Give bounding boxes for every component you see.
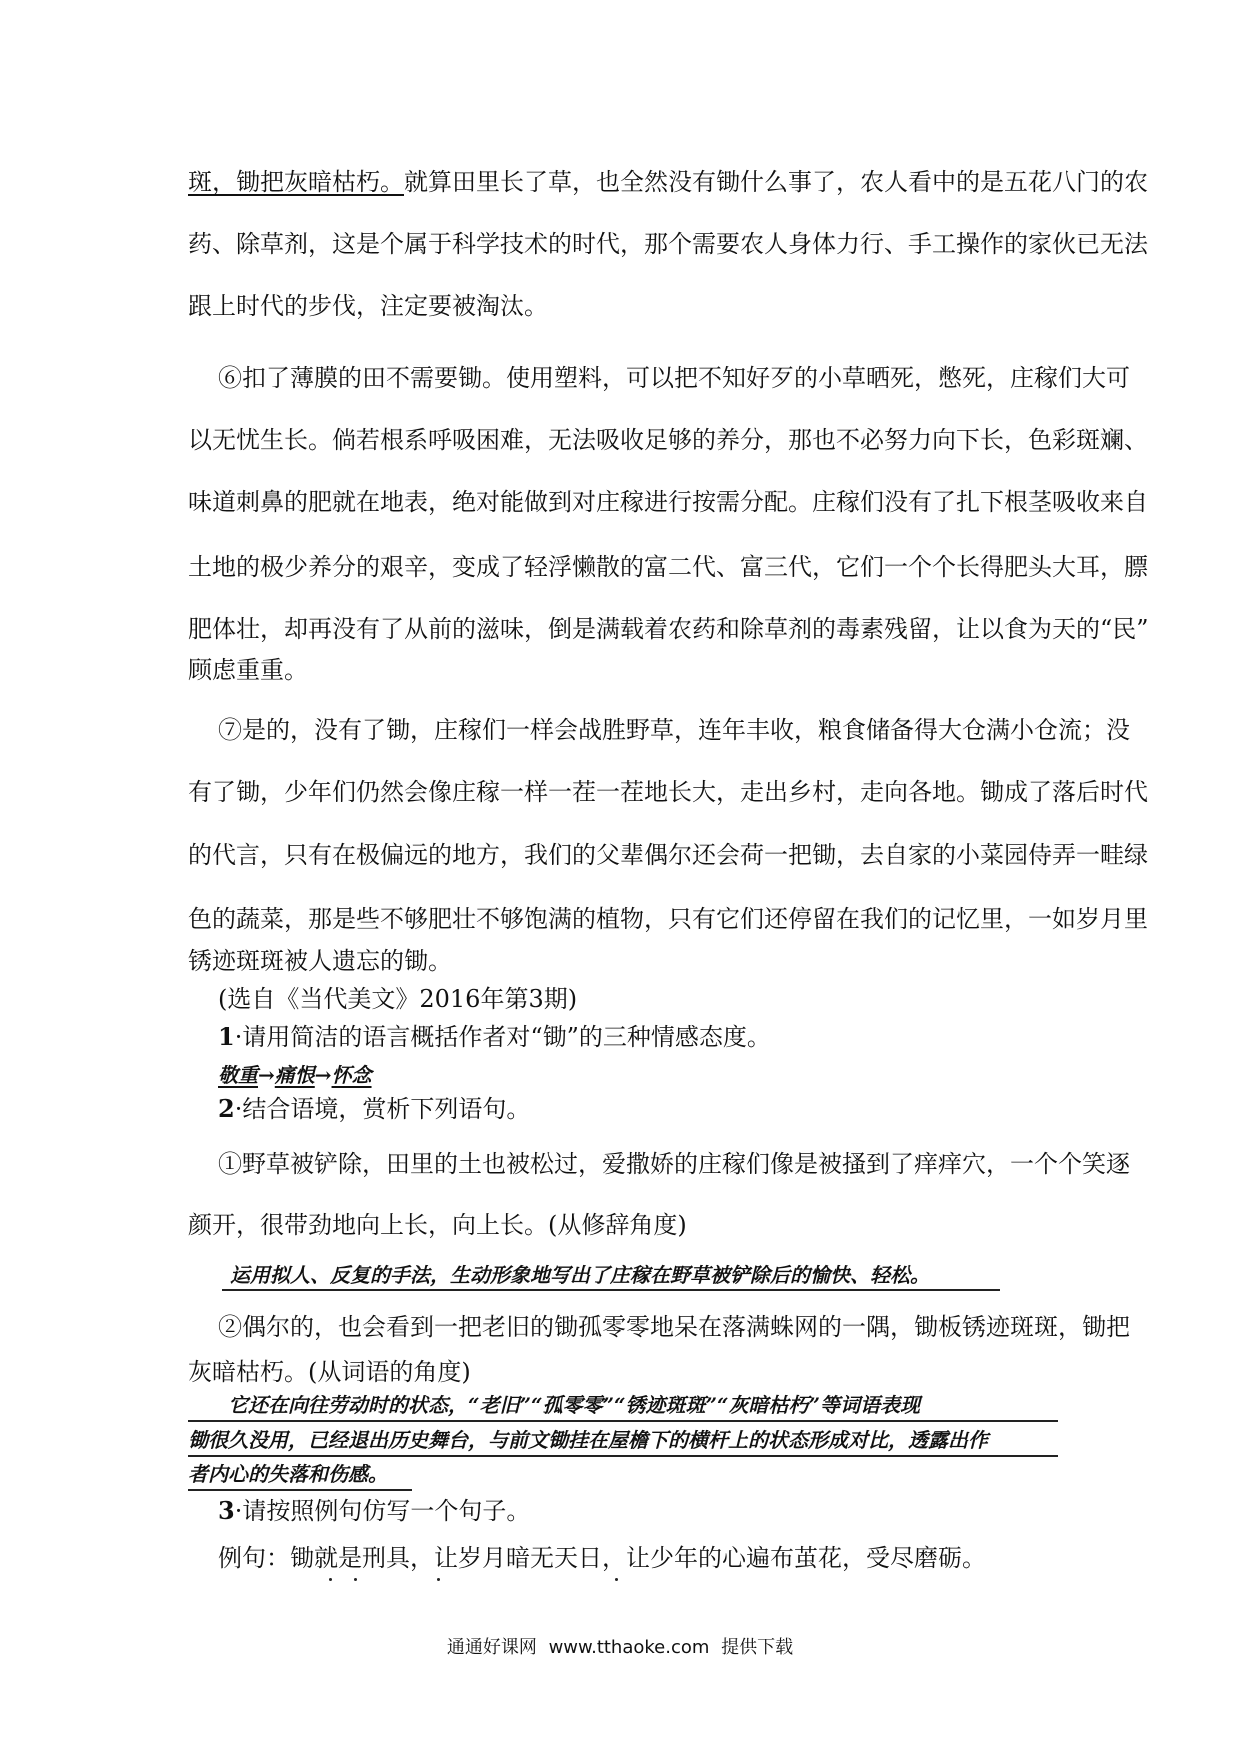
emphasis-dot	[437, 1578, 440, 1581]
paragraph-line: ⑦是的，没有了锄，庄稼们一样会战胜野草，连年丰收，粮食储备得大仓满小仓流；没	[218, 716, 1130, 744]
paragraph-line: 以无忧生长。倘若根系呼吸困难，无法吸收足够的养分，那也不必努力向下长，色彩斑斓、	[188, 426, 1148, 454]
answer-2-2: 者内心的失落和伤感。	[188, 1462, 388, 1486]
source-citation: (选自《当代美文》2016年第3期)	[218, 985, 578, 1013]
sentence-item: 颜开，很带劲地向上长，向上长。(从修辞角度)	[188, 1211, 687, 1239]
paragraph-line: 锈迹斑斑被人遗忘的锄。	[188, 947, 452, 975]
paragraph-line: 肥体壮，却再没有了从前的滋味，倒是满载着农药和除草剂的毒素残留，让以食为天的“民”	[188, 615, 1149, 643]
answer-underline	[188, 1455, 1058, 1457]
paragraph-line: 色的蔬菜，那是些不够肥壮不够饱满的植物，只有它们还停留在我们的记忆里，一如岁月里	[188, 905, 1148, 933]
paragraph-line: 药、除草剂，这是个属于科学技术的时代，那个需要农人身体力行、手工操作的家伙已无法	[188, 230, 1148, 258]
question-number: 1	[218, 1022, 235, 1051]
paragraph-line: 有了锄，少年们仍然会像庄稼一样一茬一茬地长大，走出乡村，走向各地。锄成了落后时代	[188, 778, 1148, 806]
paragraph-line	[188, 166, 1148, 198]
paragraph-line: 顾虑重重。	[188, 656, 308, 684]
question-text: 结合语境，赏析下列语句。	[242, 1095, 531, 1123]
paragraph-line: 的代言，只有在极偏远的地方，我们的父辈偶尔还会荷一把锄，去自家的小菜园侍弄一畦绿	[188, 841, 1148, 869]
paragraph-line: ⑥扣了薄膜的田不需要锄。使用塑料，可以把不知好歹的小草晒死，憋死，庄稼们大可	[218, 364, 1130, 392]
footer-url: www.tthaoke.com	[548, 1637, 710, 1658]
emphasis-dot	[615, 1578, 618, 1581]
arrow-icon: →	[314, 1063, 332, 1087]
emphasis-dot	[354, 1578, 357, 1581]
answer-1	[218, 1059, 1098, 1091]
footer-suffix: 提供下载	[721, 1637, 794, 1658]
answer-underline	[188, 1420, 1058, 1422]
paragraph-line: 土地的极少养分的艰辛，变成了轻浮懒散的富二代、富三代，它们一个个长得肥头大耳，膘	[188, 553, 1148, 581]
arrow-icon: →	[258, 1063, 275, 1087]
sentence-item: 灰暗枯朽。(从词语的角度)	[188, 1358, 471, 1386]
answer-word: 敬重	[218, 1063, 258, 1087]
paragraph-line: 跟上时代的步伐，注定要被淘汰。	[188, 292, 548, 320]
sentence-item: ①野草被铲除，田里的土也被松过，爱撒娇的庄稼们像是被搔到了痒痒穴，一个个笑逐	[218, 1150, 1130, 1178]
answer-word: 痛恨	[274, 1063, 315, 1087]
answer-2-2: 它还在向往劳动时的状态，“老旧”“孤零零”“锈迹斑斑”“灰暗枯朽”等词语表现	[228, 1393, 921, 1417]
text-run: 就算田里长了草，也全然没有锄什么事了，农人看中的是五花八门的农	[404, 168, 1148, 196]
answer-underline	[222, 1289, 1000, 1291]
paragraph-line: 味道刺鼻的肥就在地表，绝对能做到对庄稼进行按需分配。庄稼们没有了扎下根茎吸收来自	[188, 488, 1148, 516]
question-1: 1·请用简洁的语言概括作者对“锄”的三种情感态度。	[218, 1022, 771, 1051]
question-text: 请用简洁的语言概括作者对“锄”的三种情感态度。	[242, 1023, 771, 1051]
sentence-item: ②偶尔的，也会看到一把老旧的锄孤零零地呆在落满蛛网的一隅，锄板锈迹斑斑，锄把	[218, 1313, 1130, 1341]
answer-underline	[188, 1489, 412, 1491]
emphasis-dot	[329, 1578, 332, 1581]
answer-2-1: 运用拟人、反复的手法，生动形象地写出了庄稼在野草被铲除后的愉快、轻松。	[230, 1263, 930, 1287]
question-3: 3·请按照例句仿写一个句子。	[218, 1496, 531, 1525]
underlined-text: 斑，锄把灰暗枯朽。	[188, 168, 404, 196]
page-footer	[0, 1633, 1240, 1659]
question-number: 3	[218, 1496, 235, 1525]
footer-site: 通通好课网	[446, 1637, 537, 1658]
answer-2-2: 锄很久没用，已经退出历史舞台，与前文锄挂在屋檐下的横杆上的状态形成对比，透露出作	[188, 1428, 988, 1452]
example-sentence: 例句：锄就是刑具，让岁月暗无天日，让少年的心遍布茧花，受尽磨砺。	[218, 1544, 986, 1572]
answer-word: 怀念	[331, 1063, 372, 1087]
question-text: 请按照例句仿写一个句子。	[242, 1497, 531, 1525]
question-number: 2	[218, 1094, 235, 1123]
question-2: 2·结合语境，赏析下列语句。	[218, 1094, 531, 1123]
